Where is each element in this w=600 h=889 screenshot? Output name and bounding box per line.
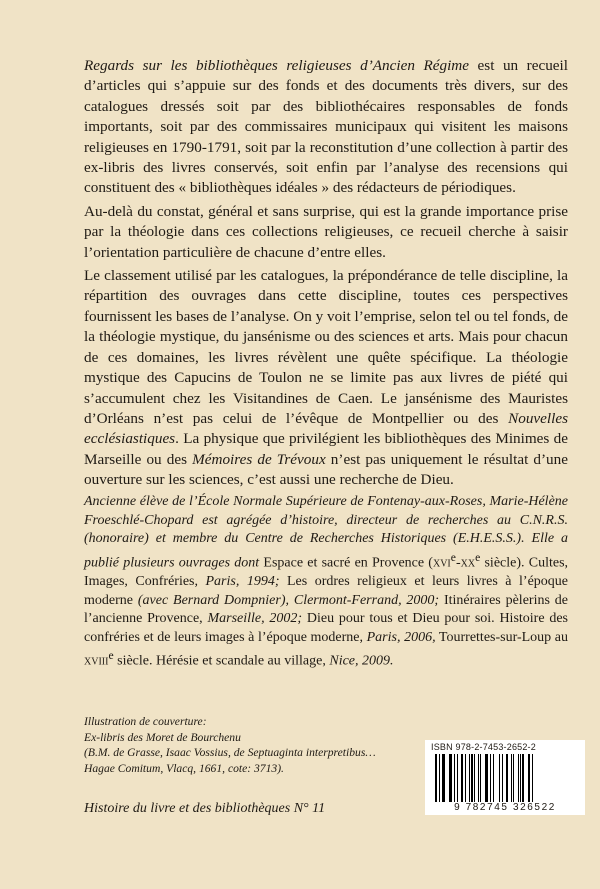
barcode-digits: 9 782745 326522 [454,802,556,813]
summary-paragraph-2: Au-delà du constat, général et sans surprise, qui est la grande importance prise par la théologie dans ces collections religieuses, ce recueil cherche à saisir l’orientation particulière de chacune d’entre elles. [84,202,568,261]
isbn-barcode [425,740,585,815]
summary-paragraph-1: Regards sur les bibliothèques religieuses d’Ancien Régime est un recueil d’articles qui s’appuie sur des fonds et des documents très divers, sur des catalogues dressés soit par des bibliothécaires responsables de fonds importants, soit par des commissaires municipaux qui visitent les maisons religieuses en 1790-1791, soit par la reconstitution d’une collection à partir des ex-libris des livres conservés, soit enfin par l’analyse des recensions qui constituent des « bibliothèques idéales » des rédacteurs de périodiques. [84,57,568,197]
credit-line-2: Ex-libris des Moret de Bourchenu [84,730,241,744]
credit-line-1: Illustration de couverture: [84,715,207,728]
series-title: Histoire du livre et des bibliothèques N° 11 [84,801,326,816]
isbn-label: ISBN 978-2-7453-2652-2 [431,742,536,752]
credit-line-3: (B.M. de Grasse, Isaac Vossius, de Septuaginta interpretibus… [84,746,376,759]
book-title: Regards sur les bibliothèques religieuses d’Ancien Régime [84,57,469,74]
barcode-icon [431,754,581,802]
bio-intro: Ancienne élève de l’École Normale Supérieure de Fontenay-aux-Roses, Marie-Hélène Froeschlé-Chopard est agrégée d’histoire, directeur de recherches au C.N.R.S. (honoraire) et membre du Centre de Recherches Historiques (E.H.E.S.S.). Elle a publié plusieurs ouvrages dont [84,494,568,571]
summary-paragraph-3: Le classement utilisé par les catalogues, la prépondérance de telle discipline, la répartition des ouvrages dans cette discipline, toutes ces perspectives fournissent les bases de l’analyse. On y voit l’emprise, selon tel ou tel fonds, de la théologie mystique, du jansénisme ou des sciences et arts. Mais pour chacun de ces domaines, les livres révèlent une quête spécifique. La théologie mystique des Capucins de Toulon ne se limite pas aux livres de piété qui s’accumulent chez les Visitandines de Caen. Le jansénisme des Mauristes d’Orléans n’est pas celui de l’évêque de Montpellier ou des Nouvelles ecclésiastiques. La physique que privilégient les bibliothèques des Minimes de Marseille ou des Mémoires de Trévoux n’est pas uniquement le résultat d’une ouverture sur les sciences, c’est aussi une recherche de Dieu. [84,267,568,489]
credit-line-4: Hagae Comitum, Vlacq, 1661, cote: 3713). [84,761,284,775]
author-biography: Ancienne élève de l’École Normale Supérieure de Fontenay-aux-Roses, Marie-Hélène Froeschlé-Chopard est agrégée d’histoire, directeur de recherches au C.N.R.S. (honoraire) et membre du Centre de Recherches Historiques (E.H.E.S.S.). Elle a publié plusieurs ouvrages dont Espace et sacré en Provence ($xvi^e-xx^e$ siècle). Cultes, Images, Confréries, Paris, 1994; Les ordres religieux et leurs livres à l’époque moderne (avec Bernard Dompnier), Clermont-Ferrand, 2000; Itinéraires pèlerins de l’ancienne Provence, Marseille, 2002; Dieu pour tous et Dieu pour soi. Histoire des confréries et de leurs images à l’époque moderne, Paris, 2006, Tourrettes-sur-Loup au xviii$^e$ siècle. Hérésie et scandale au village, Nice, 2009. [84,494,569,670]
summary-text [84,56,568,494]
cover-illustration-credit [84,714,404,776]
